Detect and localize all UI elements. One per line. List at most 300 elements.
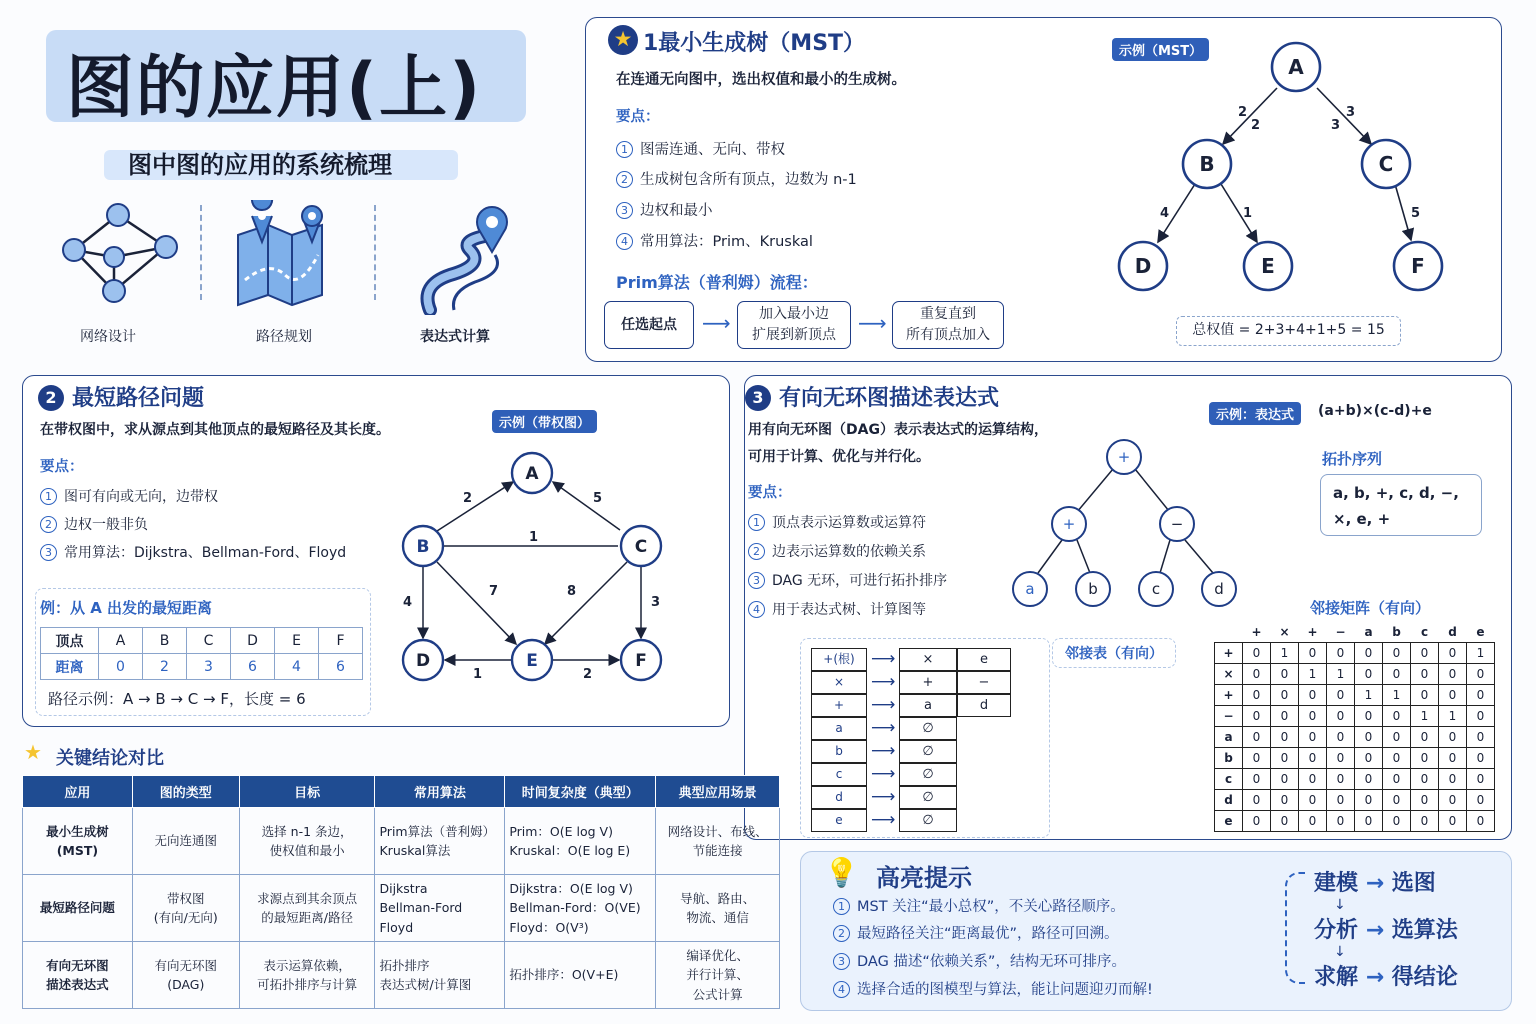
mst-edge-label: 3	[1331, 118, 1341, 133]
flow-step: 建模	[1314, 871, 1359, 896]
mst-total: 总权值 = 2+3+4+1+5 = 15	[1176, 316, 1401, 346]
mst-node: E	[1261, 254, 1275, 278]
sp-table-cell: 3	[187, 654, 231, 680]
num-badge: 2	[40, 516, 57, 533]
matrix-cell: 0	[1439, 768, 1467, 789]
matrix-cell: 1	[1355, 684, 1383, 705]
matrix-cell: 0	[1383, 663, 1411, 684]
matrix-cell: 1	[1383, 684, 1411, 705]
comparison-cell: 导航、路由、 物流、通信	[656, 875, 780, 942]
tips-heading: 高亮提示	[876, 864, 972, 892]
matrix-cell: 0	[1243, 663, 1271, 684]
topo-label: 拓扑序列	[1322, 450, 1383, 468]
matrix-cell: 1	[1439, 705, 1467, 726]
topo-seq-2: ×, e, +	[1333, 510, 1391, 528]
mst-edge-label: 2	[1238, 105, 1248, 120]
star-icon: ★	[24, 740, 42, 764]
section-number: 3	[745, 385, 771, 411]
mst-points-label: 要点：	[616, 109, 660, 125]
matrix-col-header: e	[1476, 624, 1485, 639]
topo-seq-1: a, b, +, c, d, −,	[1333, 484, 1459, 502]
matrix-cell: 0	[1439, 684, 1467, 705]
num-badge: 1	[40, 488, 57, 505]
flow-result: 选图	[1391, 871, 1436, 896]
prim-step-3: 重复直到 所有顶点加入	[892, 301, 1004, 349]
adj-vertex: +	[811, 694, 867, 717]
adj-cell: ∅	[899, 809, 957, 832]
matrix-cell: 1	[1299, 663, 1327, 684]
arrow-icon: ⟶	[702, 311, 731, 335]
matrix-cell: 0	[1327, 789, 1355, 810]
matrix-cell: 0	[1243, 726, 1271, 747]
comparison-cell: 拓扑排序 表达式树/计算图	[375, 942, 505, 1009]
matrix-cell: 0	[1411, 642, 1439, 663]
comparison-cell: Dijkstra Bellman-Ford Floyd	[375, 875, 505, 942]
matrix-cell: 0	[1383, 705, 1411, 726]
mst-edge-label: 3	[1346, 105, 1356, 120]
dag-points-label: 要点：	[748, 485, 792, 501]
matrix-cell: 0	[1383, 747, 1411, 768]
adj-vertex: c	[811, 763, 867, 786]
mst-point-text: 图需连通、无向、带权	[640, 142, 785, 158]
sp-edge-label: 4	[403, 595, 413, 610]
sp-edge-label: 2	[583, 667, 593, 682]
comparison-cell: 无向连通图	[132, 808, 239, 875]
mst-description: 在连通无向图中，选出权值和最小的生成树。	[616, 72, 906, 88]
matrix-col-header: +	[1251, 624, 1262, 639]
matrix-cell: 0	[1467, 663, 1495, 684]
matrix-cell: 0	[1383, 726, 1411, 747]
sp-edge-label: 1	[473, 667, 483, 682]
matrix-col-header: ×	[1279, 624, 1290, 639]
sp-edge-label: 5	[593, 491, 603, 506]
mst-edge-label: 5	[1411, 206, 1421, 221]
comparison-table	[22, 775, 780, 1009]
matrix-cell: 0	[1439, 726, 1467, 747]
tip-text: DAG 描述“依赖关系”，结构无环可排序。	[857, 954, 1126, 970]
num-badge: 3	[833, 953, 850, 970]
adj-cell: ∅	[899, 763, 957, 786]
dag-point-text: 边表示运算数的依赖关系	[772, 544, 926, 560]
matrix-cell: 0	[1355, 747, 1383, 768]
matrix-cell: 0	[1439, 747, 1467, 768]
matrix-cell: 0	[1411, 726, 1439, 747]
arrow-icon: ⟶	[871, 764, 896, 784]
comparison-cell: 有向无环图 描述表达式	[23, 942, 133, 1009]
weighted-graph-diagram	[385, 440, 705, 700]
matrix-cell: 0	[1271, 810, 1299, 831]
adj-cell: ×	[899, 648, 957, 671]
num-badge: 3	[40, 544, 57, 561]
sp-node: E	[526, 651, 538, 671]
matrix-cell: 0	[1271, 789, 1299, 810]
mst-point	[616, 230, 813, 251]
sp-point-text: 图可有向或无向，边带权	[64, 489, 218, 505]
matrix-cell: 0	[1467, 705, 1495, 726]
adj-cell: ∅	[899, 740, 957, 763]
adj-cell: e	[957, 648, 1011, 671]
comparison-header-cell: 应用	[23, 776, 133, 808]
matrix-cell: 0	[1355, 705, 1383, 726]
matrix-cell: 0	[1243, 684, 1271, 705]
num-badge: 4	[616, 233, 633, 250]
comparison-cell: 最短路径问题	[23, 875, 133, 942]
mst-heading: 1最小生成树（MST）	[643, 31, 866, 56]
sp-point	[40, 542, 346, 562]
flow-result: 选算法	[1391, 918, 1458, 943]
adj-cell: +	[899, 671, 957, 694]
comparison-cell: Prim：O(E log V) Kruskal：O(E log E)	[505, 808, 656, 875]
arrow-icon: ⟶	[871, 649, 896, 669]
sp-path-example: 路径示例：A → B → C → F，长度 = 6	[48, 690, 306, 708]
comparison-cell: 带权图 (有向/无向)	[132, 875, 239, 942]
matrix-col-header: +	[1307, 624, 1318, 639]
adjacency-matrix	[1214, 622, 1495, 832]
mst-tree-diagram	[1100, 30, 1480, 305]
sp-point	[40, 486, 218, 506]
matrix-cell: 0	[1467, 768, 1495, 789]
matrix-cell: 0	[1411, 747, 1439, 768]
sp-table-header-cell: C	[187, 628, 231, 654]
matrix-cell: 0	[1355, 642, 1383, 663]
mst-point	[616, 138, 785, 159]
matrix-cell: 0	[1439, 810, 1467, 831]
flow-step: 分析	[1314, 918, 1359, 943]
arrow-icon: ⟶	[871, 787, 896, 807]
dag-point	[748, 512, 926, 532]
icon-label-expression: 表达式计算	[420, 329, 490, 345]
sp-heading-line	[38, 381, 204, 412]
mst-edge-label: 2	[1251, 118, 1261, 133]
sp-point	[40, 514, 148, 534]
comparison-header-cell: 目标	[239, 776, 375, 808]
arrow-icon: ⟶	[871, 695, 896, 715]
arrow-icon: ⟶	[858, 311, 887, 335]
matrix-label: 邻接矩阵（有向）	[1310, 599, 1431, 617]
matrix-cell: 0	[1355, 810, 1383, 831]
tip	[833, 950, 1126, 971]
num-badge: 4	[748, 601, 765, 618]
matrix-cell: 0	[1383, 810, 1411, 831]
sp-table-header-cell: D	[231, 628, 275, 654]
matrix-cell: 0	[1383, 642, 1411, 663]
matrix-cell: 0	[1243, 768, 1271, 789]
matrix-cell: 0	[1271, 747, 1299, 768]
matrix-row-header: d	[1215, 789, 1243, 810]
mst-point	[616, 199, 713, 220]
num-badge: 4	[833, 981, 850, 998]
prim-label: Prim算法（普利姆）流程：	[616, 273, 818, 292]
flow-row	[1314, 913, 1458, 944]
table-row	[23, 942, 780, 1009]
matrix-cell: 0	[1439, 642, 1467, 663]
adj-vertex: e	[811, 809, 867, 832]
matrix-row-header: a	[1215, 726, 1243, 747]
num-badge: 1	[616, 141, 633, 158]
matrix-cell: 0	[1327, 810, 1355, 831]
matrix-cell: 0	[1411, 789, 1439, 810]
section-number: 2	[38, 385, 64, 411]
matrix-cell: 0	[1467, 789, 1495, 810]
sp-edge-label: 7	[489, 584, 499, 599]
star-icon: ★	[608, 25, 638, 55]
flow-row	[1314, 960, 1458, 991]
num-badge: 2	[748, 543, 765, 560]
matrix-cell: 1	[1467, 642, 1495, 663]
matrix-cell: 0	[1299, 810, 1327, 831]
tip	[833, 922, 1119, 943]
mst-point-text: 边权和最小	[640, 203, 713, 219]
matrix-cell: 0	[1467, 684, 1495, 705]
sp-heading: 最短路径问题	[72, 386, 205, 411]
matrix-cell: 1	[1411, 705, 1439, 726]
comparison-cell: 求源点到其余顶点 的最短距离/路径	[239, 875, 375, 942]
table-row	[23, 808, 780, 875]
adj-vertex: b	[811, 740, 867, 763]
num-badge: 2	[616, 171, 633, 188]
matrix-col-header: d	[1448, 624, 1457, 639]
sp-table-cell: 距离	[41, 654, 99, 680]
matrix-cell: 0	[1383, 789, 1411, 810]
matrix-corner	[1215, 622, 1243, 642]
sp-table-cell: 0	[99, 654, 143, 680]
mst-node: A	[1288, 55, 1304, 79]
matrix-col-header: b	[1392, 624, 1401, 639]
mst-node: C	[1378, 152, 1394, 176]
comparison-cell: 选择 n-1 条边， 使权值和最小	[239, 808, 375, 875]
comparison-cell: 表示运算依赖， 可拓扑排序与计算	[239, 942, 375, 1009]
matrix-cell: 0	[1327, 768, 1355, 789]
flow-bracket	[1285, 872, 1307, 984]
dag-point-text: DAG 无环，可进行拓扑排序	[772, 573, 948, 589]
comparison-header-cell: 典型应用场景	[656, 776, 780, 808]
sp-table-header-cell: A	[99, 628, 143, 654]
tree-node: b	[1088, 580, 1098, 598]
matrix-cell: 0	[1355, 789, 1383, 810]
sp-example-tag: 示例（带权图）	[492, 410, 597, 433]
adj-vertex: ×	[811, 671, 867, 694]
arrow-icon: ⟶	[871, 810, 896, 830]
mst-point-text: 常用算法：Prim、Kruskal	[640, 234, 813, 250]
num-badge: 1	[833, 898, 850, 915]
adj-cell: ∅	[899, 786, 957, 809]
matrix-row-header: +	[1215, 642, 1243, 663]
expression-tree-diagram	[1005, 435, 1245, 615]
num-badge: 3	[748, 572, 765, 589]
adj-cell: a	[899, 694, 957, 717]
num-badge: 1	[748, 514, 765, 531]
icon-label-map: 路径规划	[256, 329, 312, 345]
table-row	[23, 875, 780, 942]
sp-edge-label: 1	[529, 530, 539, 545]
matrix-cell: 0	[1411, 768, 1439, 789]
mst-edge-label: 1	[1243, 206, 1253, 221]
lightbulb-icon: 💡	[824, 856, 859, 889]
matrix-cell: 0	[1411, 810, 1439, 831]
num-badge: 2	[833, 925, 850, 942]
tip	[833, 978, 1153, 999]
comparison-header-cell: 图的类型	[132, 776, 239, 808]
dag-example-tag: 示例：表达式	[1209, 402, 1301, 425]
matrix-col-header: a	[1364, 624, 1373, 639]
arrow-icon: →	[1365, 871, 1385, 896]
matrix-cell: 0	[1271, 705, 1299, 726]
sp-distance-table	[40, 627, 363, 680]
sp-description: 在带权图中，求从源点到其他顶点的最短路径及其长度。	[40, 422, 390, 438]
matrix-cell: 0	[1299, 768, 1327, 789]
matrix-cell: 0	[1271, 726, 1299, 747]
matrix-cell: 0	[1327, 747, 1355, 768]
matrix-cell: 0	[1299, 642, 1327, 663]
matrix-cell: 1	[1271, 642, 1299, 663]
adj-vertex: a	[811, 717, 867, 740]
adj-vertex: +(根)	[811, 648, 867, 671]
dag-heading-line	[745, 381, 999, 412]
tree-node: a	[1025, 580, 1035, 598]
comparison-cell: Prim算法（普利姆） Kruskal算法	[375, 808, 505, 875]
tree-node: d	[1214, 580, 1224, 598]
comparison-cell: 编译优化、 并行计算、 公式计算	[656, 942, 780, 1009]
dag-point	[748, 599, 926, 619]
comparison-cell: 网络设计、布线、 节能连接	[656, 808, 780, 875]
sp-node: A	[525, 464, 539, 484]
adj-vertex: d	[811, 786, 867, 809]
mst-point-text: 生成树包含所有顶点，边数为 n-1	[640, 172, 857, 188]
sp-table-cell: 2	[143, 654, 187, 680]
page-title: 图的应用(上)	[66, 49, 483, 128]
sp-point-text: 边权一般非负	[64, 517, 148, 533]
matrix-cell: 0	[1467, 810, 1495, 831]
map-icon	[230, 200, 350, 310]
dag-point-text: 用于表达式树、计算图等	[772, 602, 926, 618]
flow-step: 求解	[1314, 965, 1359, 990]
mst-node: F	[1411, 254, 1425, 278]
divider	[200, 205, 202, 300]
matrix-cell: 0	[1243, 705, 1271, 726]
matrix-cell: 0	[1467, 747, 1495, 768]
dag-point	[748, 541, 926, 561]
matrix-cell: 0	[1355, 663, 1383, 684]
divider	[374, 205, 376, 300]
matrix-cell: 0	[1327, 684, 1355, 705]
dag-description-2: 可用于计算、优化与并行化。	[748, 449, 930, 465]
prim-step-2: 加入最小边 扩展到新顶点	[737, 301, 851, 349]
matrix-row-header: e	[1215, 810, 1243, 831]
sp-table-cell: 6	[231, 654, 275, 680]
arrow-icon: ⟶	[871, 672, 896, 692]
down-arrow-icon: ↓	[1334, 944, 1346, 960]
matrix-cell: 0	[1411, 663, 1439, 684]
tip-text: 最短路径关注“距离最优”，路径可回溯。	[857, 926, 1119, 942]
matrix-row-header: ×	[1215, 663, 1243, 684]
flow-row	[1314, 866, 1436, 897]
matrix-cell: 0	[1299, 726, 1327, 747]
dag-point-text: 顶点表示运算数或运算符	[772, 515, 926, 531]
sp-node: F	[635, 651, 647, 671]
flow-result: 得结论	[1391, 965, 1458, 990]
comparison-cell: Dijkstra：O(E log V) Bellman-Ford：O(VE) Floyd：O(V³)	[505, 875, 656, 942]
matrix-cell: 0	[1299, 705, 1327, 726]
sp-table-cell: 6	[319, 654, 363, 680]
sp-table-cell: 4	[275, 654, 319, 680]
matrix-cell: 0	[1327, 726, 1355, 747]
matrix-col-header: c	[1420, 624, 1429, 639]
arrow-icon: →	[1365, 965, 1385, 990]
matrix-cell: 0	[1439, 663, 1467, 684]
tip	[833, 895, 1125, 916]
mst-edge-label: 4	[1160, 206, 1170, 221]
sp-table-header-cell: B	[143, 628, 187, 654]
dag-point	[748, 570, 947, 590]
dag-description-1: 用有向无环图（DAG）表示表达式的运算结构，	[748, 422, 1048, 438]
sp-points-label: 要点：	[40, 459, 84, 475]
adj-cell: d	[957, 694, 1011, 717]
num-badge: 3	[616, 202, 633, 219]
prim-step-1: 任选起点	[604, 301, 694, 349]
down-arrow-icon: ↓	[1334, 897, 1346, 913]
tip-text: MST 关注“最小总权”，不关心路径顺序。	[857, 899, 1125, 915]
adj-cell: −	[957, 671, 1011, 694]
sp-table-header-cell: F	[319, 628, 363, 654]
sp-node: D	[415, 651, 431, 671]
tree-node: −	[1170, 515, 1184, 533]
matrix-cell: 0	[1467, 726, 1495, 747]
matrix-cell: 0	[1299, 789, 1327, 810]
adj-label: 邻接表（有向）	[1052, 638, 1176, 668]
matrix-cell: 0	[1411, 684, 1439, 705]
sp-node: C	[634, 537, 648, 557]
arrow-icon: →	[1365, 918, 1385, 943]
matrix-cell: 0	[1439, 789, 1467, 810]
matrix-cell: 0	[1271, 684, 1299, 705]
sp-table-label: 例：从 A 出发的最短距离	[40, 599, 213, 617]
comparison-cell: 有向无环图 (DAG)	[132, 942, 239, 1009]
matrix-cell: 0	[1327, 642, 1355, 663]
matrix-cell: 0	[1327, 705, 1355, 726]
matrix-row-header: −	[1215, 705, 1243, 726]
arrow-icon: ⟶	[871, 718, 896, 738]
tree-node: c	[1151, 580, 1161, 598]
comparison-header-cell: 常用算法	[375, 776, 505, 808]
mst-node: B	[1199, 152, 1215, 176]
matrix-cell: 0	[1243, 810, 1271, 831]
matrix-cell: 0	[1271, 768, 1299, 789]
matrix-cell: 0	[1299, 684, 1327, 705]
sp-table-header-cell: 顶点	[41, 628, 99, 654]
dag-heading: 有向无环图描述表达式	[779, 386, 1000, 411]
matrix-cell: 0	[1271, 663, 1299, 684]
matrix-cell: 1	[1327, 663, 1355, 684]
comparison-header-cell: 时间复杂度（典型）	[505, 776, 656, 808]
comparison-cell: 最小生成树 (MST)	[23, 808, 133, 875]
matrix-row-header: +	[1215, 684, 1243, 705]
adj-cell: ∅	[899, 717, 957, 740]
matrix-col-header: −	[1335, 624, 1346, 639]
matrix-cell: 0	[1355, 726, 1383, 747]
matrix-cell: 0	[1243, 747, 1271, 768]
mst-node: D	[1134, 254, 1152, 278]
sp-table-header-cell: E	[275, 628, 319, 654]
matrix-cell: 0	[1383, 768, 1411, 789]
sp-point-text: 常用算法：Dijkstra、Bellman-Ford、Floyd	[64, 545, 347, 561]
mst-point	[616, 168, 857, 189]
dag-expression: (a+b)×(c-d)+e	[1318, 403, 1432, 419]
page-subtitle: 图中图的应用的系统梳理	[128, 151, 392, 179]
sp-edge-label: 3	[651, 595, 661, 610]
matrix-cell: 0	[1299, 747, 1327, 768]
arrow-icon: ⟶	[871, 741, 896, 761]
matrix-row-header: c	[1215, 768, 1243, 789]
